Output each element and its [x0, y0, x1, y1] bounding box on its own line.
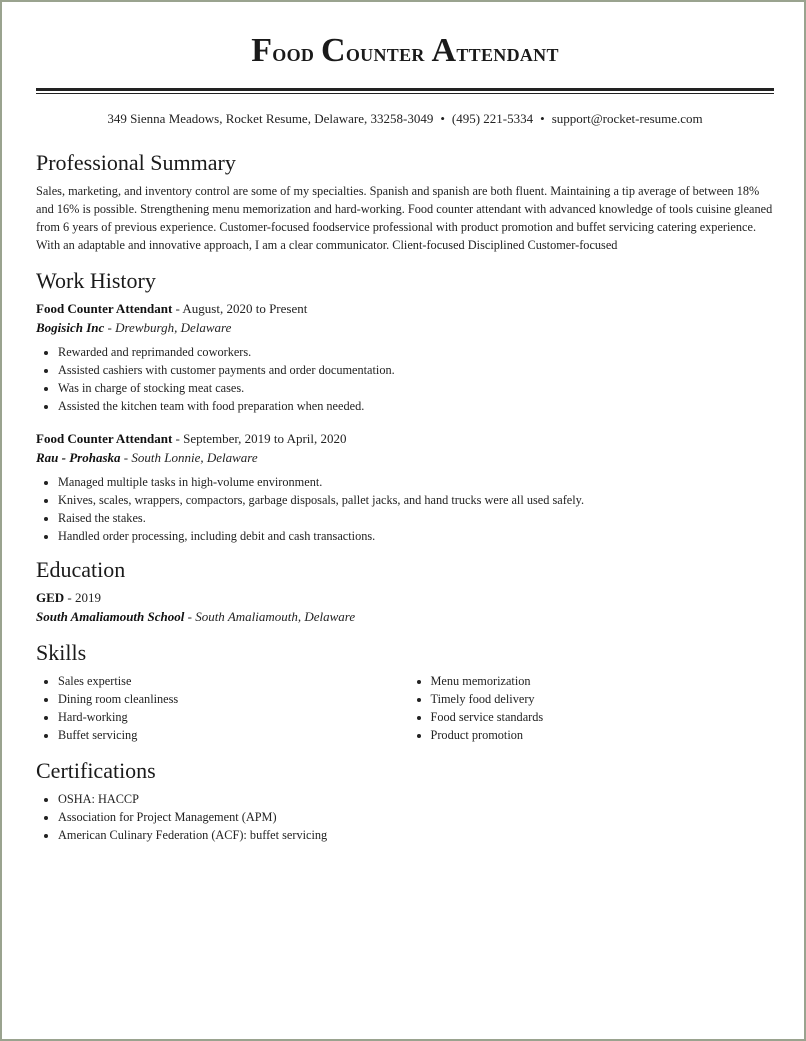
job-entry [36, 299, 776, 415]
job-title: Food Counter Attendant [36, 301, 173, 316]
title-word-rest: ounter [345, 38, 425, 67]
skill-item: • Food service standards [431, 708, 777, 726]
education-school-line [36, 607, 776, 626]
contact-address: 349 Sienna Meadows, Rocket Resume, Delaware, 33258-3049 [107, 111, 434, 126]
summary-text: Sales, marketing, and inventory control are some of my specialties. Spanish and spanish are both fluent. Maintaining a tip average of between 18% and 16% is possible. Strengthening menu memorization and hard-working. Food counter attendant with advanced knowledge of tools cuisine gleaned from 6 years of previous experience. Customer-focused foodservice professional with product promotion and buffet servicing catering experience. With an adaptable and innovative approach, I am a clear communicator. Client-focused Disciplined Customer-focused [36, 184, 773, 252]
job-bullet: • Knives, scales, wrappers, compactors, garbage disposals, pallet jacks, and hand trucks were all used safely. [58, 491, 776, 509]
job-location: - South Lonnie, Delaware [120, 450, 258, 465]
contact-line [2, 111, 806, 127]
resume-body [36, 148, 776, 844]
job-dates: - September, 2019 to April, 2020 [172, 431, 347, 446]
job-title: Food Counter Attendant [36, 431, 173, 446]
section-heading-certifications: Certifications [36, 758, 156, 783]
education-degree-line [36, 588, 776, 607]
title-word-rest: ood [272, 38, 315, 67]
education-section [36, 555, 776, 626]
title-word-rest: ttendant [456, 38, 559, 67]
summary-section [36, 148, 776, 254]
certifications-section [36, 756, 776, 844]
certification-item: • Association for Project Management (APM) [58, 808, 776, 826]
work-history-section [36, 266, 776, 545]
skills-grid [36, 668, 776, 744]
title-initial: A [431, 32, 457, 69]
section-heading-education: Education [36, 557, 126, 582]
contact-separator: • [540, 111, 545, 126]
job-company: Bogisich Inc [36, 320, 105, 335]
job-company-line [36, 448, 776, 467]
skills-section [36, 638, 776, 744]
header-rule-thin [36, 93, 774, 94]
job-bullets [36, 473, 776, 545]
skill-item: • Hard-working [58, 708, 404, 726]
education-school: South Amaliamouth School [36, 609, 185, 624]
section-heading-summary: Professional Summary [36, 150, 236, 175]
job-bullet: • Raised the stakes. [58, 509, 776, 527]
resume-title [2, 32, 806, 70]
title-initial: F [251, 32, 273, 69]
job-bullet: • Rewarded and reprimanded coworkers. [58, 343, 776, 361]
header-rule-thick [36, 88, 774, 91]
job-bullets [36, 343, 776, 415]
job-bullet: • Assisted the kitchen team with food preparation when needed. [58, 397, 776, 415]
education-location: - South Amaliamouth, Delaware [184, 609, 356, 624]
skill-item: • Sales expertise [58, 672, 404, 690]
education-degree: GED [36, 590, 65, 605]
skills-column-left [36, 672, 404, 744]
job-bullet: • Was in charge of stocking meat cases. [58, 379, 776, 397]
job-bullet: • Managed multiple tasks in high-volume environment. [58, 473, 776, 491]
section-heading-skills: Skills [36, 640, 87, 665]
certifications-list [36, 790, 776, 844]
contact-email: support@rocket-resume.com [551, 111, 703, 126]
job-title-line [36, 299, 776, 318]
skill-item: • Menu memorization [431, 672, 777, 690]
job-company: Rau - Prohaska [36, 450, 121, 465]
skill-item: • Timely food delivery [431, 690, 777, 708]
job-bullet: • Assisted cashiers with customer payments and order documentation. [58, 361, 776, 379]
job-title-line [36, 429, 776, 448]
skill-item: • Product promotion [431, 726, 777, 744]
skills-column-right [404, 672, 777, 744]
contact-phone: (495) 221-5334 [451, 111, 534, 126]
job-bullet: • Handled order processing, including debit and cash transactions. [58, 527, 776, 545]
skill-item: • Dining room cleanliness [58, 690, 404, 708]
skill-item: • Buffet servicing [58, 726, 404, 744]
certification-item: • American Culinary Federation (ACF): buffet servicing [58, 826, 776, 844]
education-year: - 2019 [64, 590, 102, 605]
certification-item: • OSHA: HACCP [58, 790, 776, 808]
title-initial: C [321, 32, 346, 69]
job-location: - Drewburgh, Delaware [104, 320, 232, 335]
section-heading-work: Work History [36, 268, 156, 293]
job-dates: - August, 2020 to Present [172, 301, 308, 316]
job-company-line [36, 318, 776, 337]
contact-separator: • [440, 111, 445, 126]
job-entry [36, 429, 776, 545]
